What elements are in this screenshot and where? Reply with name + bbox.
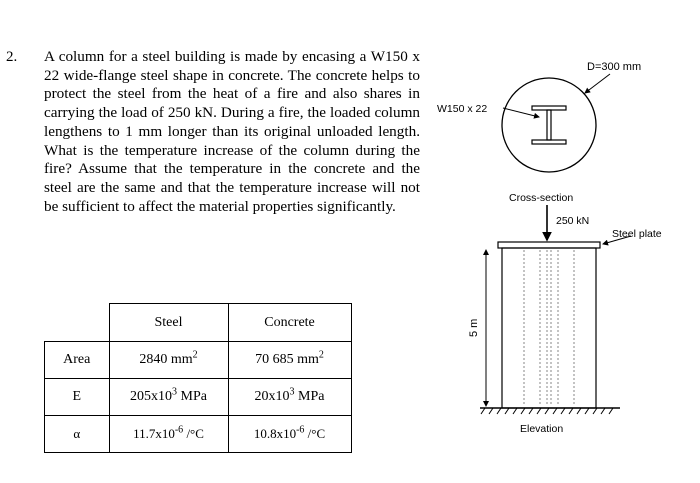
material-properties-table: [44, 303, 352, 453]
steel-plate: [498, 242, 600, 248]
row-label-modulus: E: [45, 379, 110, 416]
plate-label: Steel plate: [612, 228, 662, 240]
cross-section-caption: Cross-section: [509, 192, 574, 204]
row-label-expansion: α: [45, 416, 110, 453]
problem-number: 2.: [6, 49, 18, 65]
ground-support: [480, 408, 620, 414]
table-row-modulus: [45, 379, 352, 416]
table-row-expansion: [45, 416, 352, 453]
diameter-leader-arrow: [585, 74, 610, 93]
load-label: 250 kN: [556, 215, 590, 227]
height-label: 5 m: [468, 318, 480, 337]
steel-area-value: 2840 $mm^2$: [109, 342, 228, 379]
table-row-area: [45, 342, 352, 379]
steel-column-header: Steel: [109, 304, 228, 342]
concrete-area-value: 70 685 $mm^2$: [228, 342, 351, 379]
concrete-circle: [502, 78, 596, 172]
concrete-column: [502, 248, 596, 408]
concrete-modulus-value: $20x10^3$ MPa: [228, 379, 351, 416]
column-diagram: [425, 40, 695, 450]
wide-flange-shape: [532, 106, 566, 144]
problem-statement: A column for a steel building is made by encasing a W150 x 22 wide-flange steel shape in concrete. The concrete helps to protect the steel from the heat of a fire and also shares in carrying the load of 250 kN. During a fire, the loaded column lengthens to 1 mm longer than its original unloaded length. What is the temperature increase of the column during the fire? Assume that the temperature in the concrete and the steel are the same and that the temperature increase will not be sufficient to affect the material properties significantly.: [44, 48, 420, 215]
elevation-view: [468, 205, 662, 435]
section-leader-arrow: [503, 108, 539, 117]
cross-section-view: [437, 61, 641, 204]
table-header-row: [45, 304, 352, 342]
steel-expansion-value: $11.7x10^{-6}$ /°C: [109, 416, 228, 453]
row-label-area: Area: [45, 342, 110, 379]
table-corner-cell: [45, 304, 110, 342]
concrete-column-header: Concrete: [228, 304, 351, 342]
concrete-expansion-value: $10.8x10^{-6}$ /°C: [228, 416, 351, 453]
elevation-caption: Elevation: [520, 423, 564, 435]
steel-modulus-value: $205x10^3$ MPa: [109, 379, 228, 416]
section-label: W150 x 22: [437, 103, 488, 115]
embedded-steel-lines: [524, 250, 574, 406]
diameter-label: D=300 mm: [587, 61, 642, 73]
